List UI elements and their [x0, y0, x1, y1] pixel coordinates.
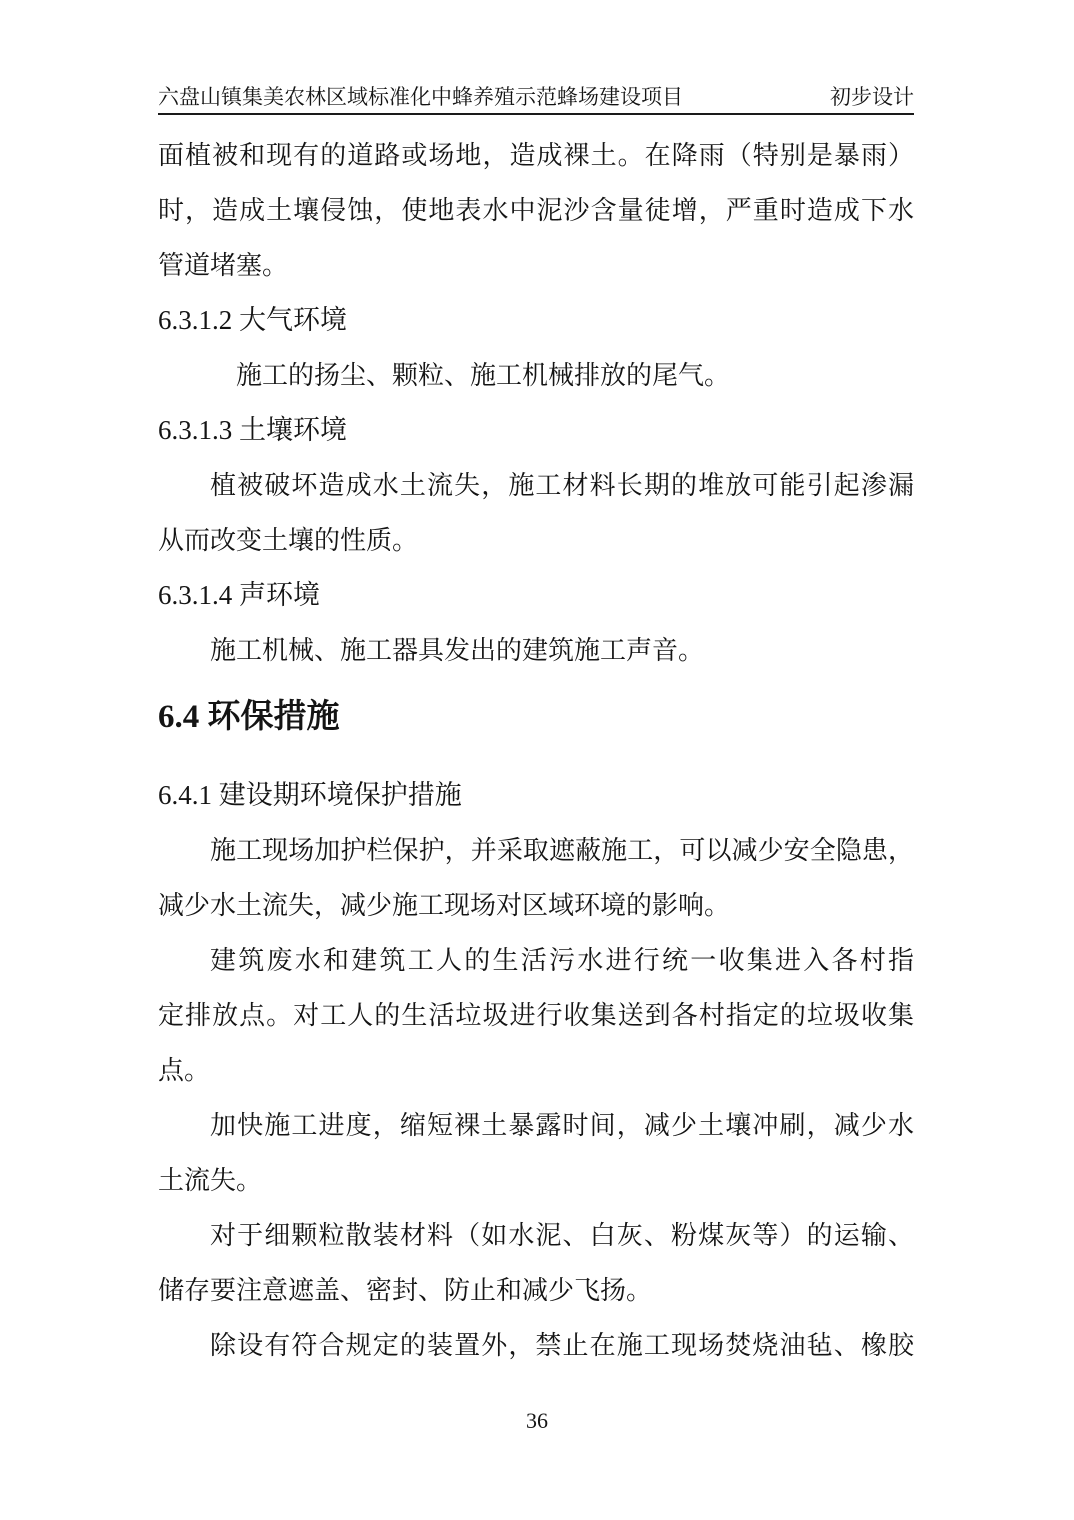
text-line: 储存要注意遮盖、密封、防止和减少飞扬。	[158, 1276, 653, 1305]
page-footer	[0, 1406, 1074, 1436]
paragraph	[158, 933, 914, 1098]
paragraph	[158, 623, 914, 678]
text-line: 从而改变土壤的性质。	[158, 526, 419, 555]
text-line: 减少水土流失，减少施工现场对区域环境的影响。	[158, 891, 731, 920]
text-line: 对于细颗粒散装材料（如水泥、白灰、粉煤灰等）的运输、	[210, 1221, 914, 1250]
paragraph	[158, 1098, 914, 1208]
paragraph	[158, 1318, 914, 1373]
header-doc-stage: 初步设计	[830, 85, 914, 109]
text-line: 植被破坏造成水土流失，施工材料长期的堆放可能引起渗漏	[210, 471, 914, 500]
text-line: 施工现场加护栏保护，并采取遮蔽施工，可以减少安全隐患，	[210, 836, 914, 865]
section-heading: 6.3.1.3 土壤环境	[158, 415, 347, 445]
section-heading: 6.3.1.2 大气环境	[158, 305, 347, 335]
section-heading: 6.3.1.4 声环境	[158, 580, 320, 610]
paragraph	[158, 1208, 914, 1318]
document-body	[158, 128, 914, 1373]
paragraph	[158, 348, 914, 403]
section-heading: 6.4.1 建设期环境保护措施	[158, 780, 462, 810]
header-project-title: 六盘山镇集美农林区域标准化中蜂养殖示范蜂场建设项目	[158, 85, 683, 109]
page-header	[158, 84, 914, 115]
text-line: 施工的扬尘、颗粒、施工机械排放的尾气。	[236, 361, 731, 390]
text-line: 建筑废水和建筑工人的生活污水进行统一收集进入各村指	[210, 946, 914, 975]
text-line: 时，造成土壤侵蚀，使地表水中泥沙含量徒增，严重时造成下水	[158, 196, 914, 225]
text-line: 施工机械、施工器具发出的建筑施工声音。	[210, 636, 705, 665]
text-line: 除设有符合规定的装置外，禁止在施工现场焚烧油毡、橡胶	[210, 1331, 914, 1360]
paragraph	[158, 128, 914, 293]
paragraph	[158, 458, 914, 568]
text-line: 管道堵塞。	[158, 251, 289, 280]
page-number: 36	[526, 1408, 548, 1433]
text-line: 加快施工进度，缩短裸土暴露时间，减少土壤冲刷，减少水	[210, 1111, 914, 1140]
text-line: 定排放点。对工人的生活垃圾进行收集送到各村指定的垃圾收集	[158, 1001, 914, 1030]
text-line: 点。	[158, 1056, 211, 1085]
paragraph	[158, 823, 914, 933]
text-line: 面植被和现有的道路或场地，造成裸土。在降雨（特别是暴雨）	[158, 141, 914, 170]
text-line: 土流失。	[158, 1166, 263, 1195]
section-heading: 6.4 环保措施	[158, 699, 340, 735]
